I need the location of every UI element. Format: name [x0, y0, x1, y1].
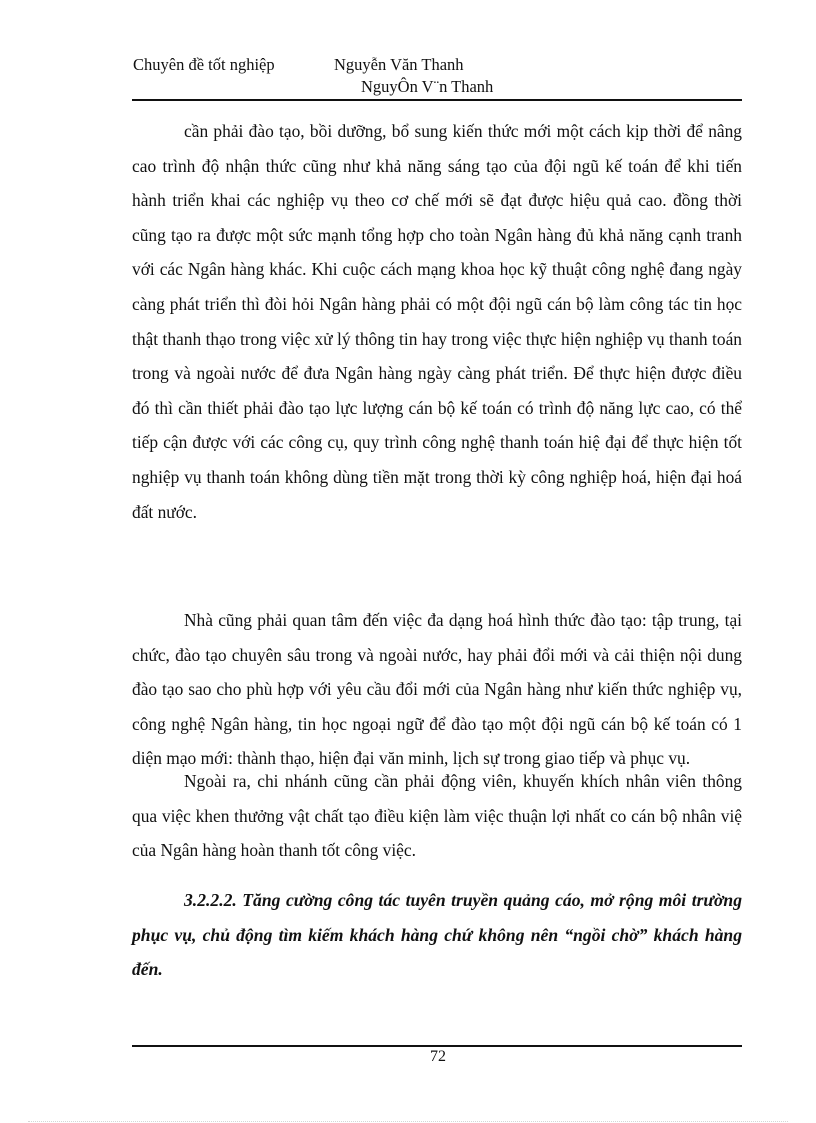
header-document-title: Chuyên đề tốt nghiệp	[133, 55, 275, 74]
header-divider	[132, 99, 742, 101]
body-paragraph-1: cần phải đào tạo, bồi dưỡng, bổ sung kiến thức mới một cách kịp thời để nâng cao trình độ nhận thức cũng như khả năng sáng tạo của đội ngũ kế toán để khi tiến hành triển khai các nghiệp vụ theo cơ chế mới sẽ đạt được hiệu quả cao. đồng thời cũng tạo ra được một sức mạnh tổng hợp cho toàn Ngân hàng đủ khả năng cạnh tranh với các Ngân hàng khác. Khi cuộc cách mạng khoa học kỹ thuật công nghệ đang ngày càng phát triển thì đòi hỏi Ngân hàng phải có một đội ngũ cán bộ làm công tác tin học thật thanh thạo trong việc xử lý thông tin hay trong việc thực hiện nghiệp vụ thanh toán trong và ngoài nước để đưa Ngân hàng ngày càng phát triển. Để thực hiện được điều đó thì cần thiết phải đào tạo lực lượng cán bộ kế toán có trình độ năng lực cao, có thể tiếp cận được với các công cụ, quy trình công nghệ thanh toán hiệ đại để thực hiện tốt nghiệp vụ thanh toán không dùng tiền mặt trong thời kỳ công nghiệp hoá, hiện đại hoá đất nước.	[132, 121, 742, 522]
page-edge-dotted-line	[28, 1121, 788, 1122]
header-author-name-garbled: NguyÔn V¨n Thanh	[361, 77, 494, 96]
footer-divider	[132, 1045, 742, 1047]
body-paragraph-2: Nhà cũng phải quan tâm đến việc đa dạng hoá hình thức đào tạo: tập trung, tại chức, đào tạo chuyên sâu trong và ngoài nước, hay phải đổi mới và cải thiện nội dung đào tạo sao cho phù hợp với yêu cầu đổi mới của Ngân hàng như kiến thức nghiệp vụ, công nghệ Ngân hàng, tin học ngoại ngữ để đào tạo một đội ngũ cán bộ kế toán có 1 diện mạo mới: thành thạo, hiện đại văn minh, lịch sự trong giao tiếp và phục vụ.	[132, 610, 742, 769]
body-paragraph-3: Ngoài ra, chi nhánh cũng cần phải động viên, khuyến khích nhân viên thông qua việc khen thưởng vật chất tạo điều kiện làm việc thuận lợi nhất co cán bộ nhân việ của Ngân hàng hoàn thanh tốt công việc.	[132, 771, 742, 861]
section-heading: 3.2.2.2. Tăng cường công tác tuyên truyền quảng cáo, mở rộng môi trường phục vụ, chủ động tìm kiếm khách hàng chứ không nên “ngồi chờ” khách hàng đến.	[132, 890, 742, 980]
page-number: 72	[430, 1048, 446, 1065]
header-author-name: Nguyễn Văn Thanh	[334, 55, 464, 74]
